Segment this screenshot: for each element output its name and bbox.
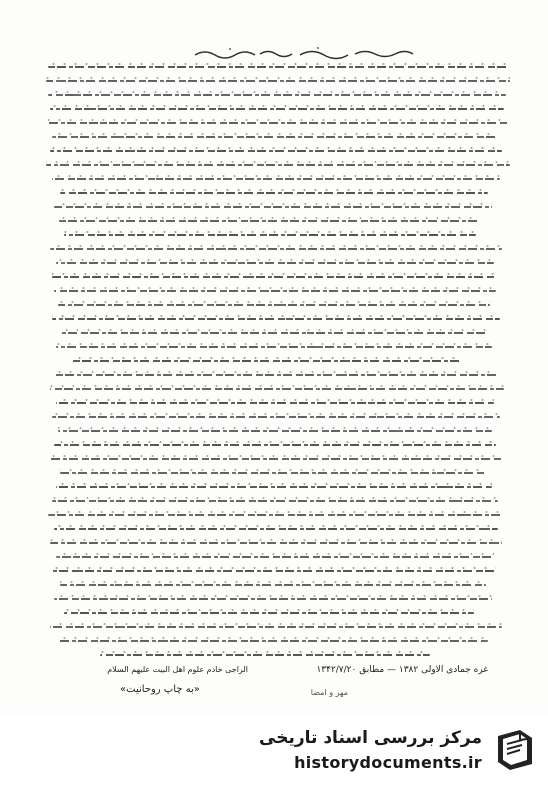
- handwritten-line: [50, 248, 502, 250]
- handwritten-line: [54, 290, 496, 292]
- handwritten-line: [48, 122, 508, 124]
- handwritten-line: [48, 66, 508, 68]
- handwritten-line: [54, 374, 498, 376]
- handwritten-line: [56, 262, 494, 264]
- handwritten-line: [52, 570, 496, 572]
- handwritten-line: [60, 192, 488, 194]
- handwritten-line: [64, 612, 474, 614]
- handwritten-line: [100, 654, 430, 656]
- handwritten-line: [52, 416, 500, 418]
- handwritten-line: [54, 528, 498, 530]
- handwritten-line: [56, 402, 494, 404]
- handwritten-line: [50, 542, 502, 544]
- handwritten-line: [54, 444, 496, 446]
- document-archive-logo-icon: [490, 724, 540, 774]
- archive-brand-name: مرکز بررسی اسناد تاریخی: [259, 728, 482, 748]
- handwritten-line: [46, 164, 510, 166]
- handwritten-line: [60, 584, 486, 586]
- closing-note: «به چاپ روحانیت»: [120, 684, 200, 695]
- handwritten-line: [54, 598, 492, 600]
- handwritten-line: [52, 500, 498, 502]
- handwritten-line: [56, 346, 492, 348]
- handwritten-line: [60, 332, 486, 334]
- archive-footer: [0, 716, 548, 787]
- handwritten-line: [52, 136, 498, 138]
- handwritten-line: [50, 150, 502, 152]
- archive-website-link[interactable]: historydocuments.ir: [294, 753, 482, 772]
- closing-seal: مهر و امضا: [310, 688, 348, 697]
- handwritten-line: [48, 514, 504, 516]
- handwritten-line: [50, 388, 504, 390]
- handwritten-line: [52, 276, 496, 278]
- handwritten-line: [52, 318, 500, 320]
- handwritten-manuscript: [40, 40, 520, 690]
- signatories-line: الراجی خادم علوم اهل البیت علیهم السلام: [107, 665, 248, 674]
- date-line: غره جمادی الاولی ۱۳۸۲ — مطابق ۱۳۴۲/۷/۲۰: [316, 665, 488, 675]
- handwritten-line: [58, 304, 490, 306]
- handwritten-line: [58, 640, 488, 642]
- handwritten-line: [70, 360, 460, 362]
- handwritten-line: [64, 234, 476, 236]
- handwritten-line: [58, 430, 492, 432]
- handwritten-line: [54, 206, 492, 208]
- handwritten-line: [48, 94, 506, 96]
- handwritten-line: [56, 556, 494, 558]
- handwritten-line: [56, 486, 492, 488]
- handwritten-line: [58, 220, 480, 222]
- handwritten-line: [60, 472, 486, 474]
- handwritten-line: [50, 626, 502, 628]
- handwritten-line: [50, 458, 502, 460]
- handwritten-line: [52, 178, 500, 180]
- handwritten-line: [50, 108, 504, 110]
- bismillah-heading-handwriting: [190, 46, 420, 60]
- handwritten-line: [46, 80, 510, 82]
